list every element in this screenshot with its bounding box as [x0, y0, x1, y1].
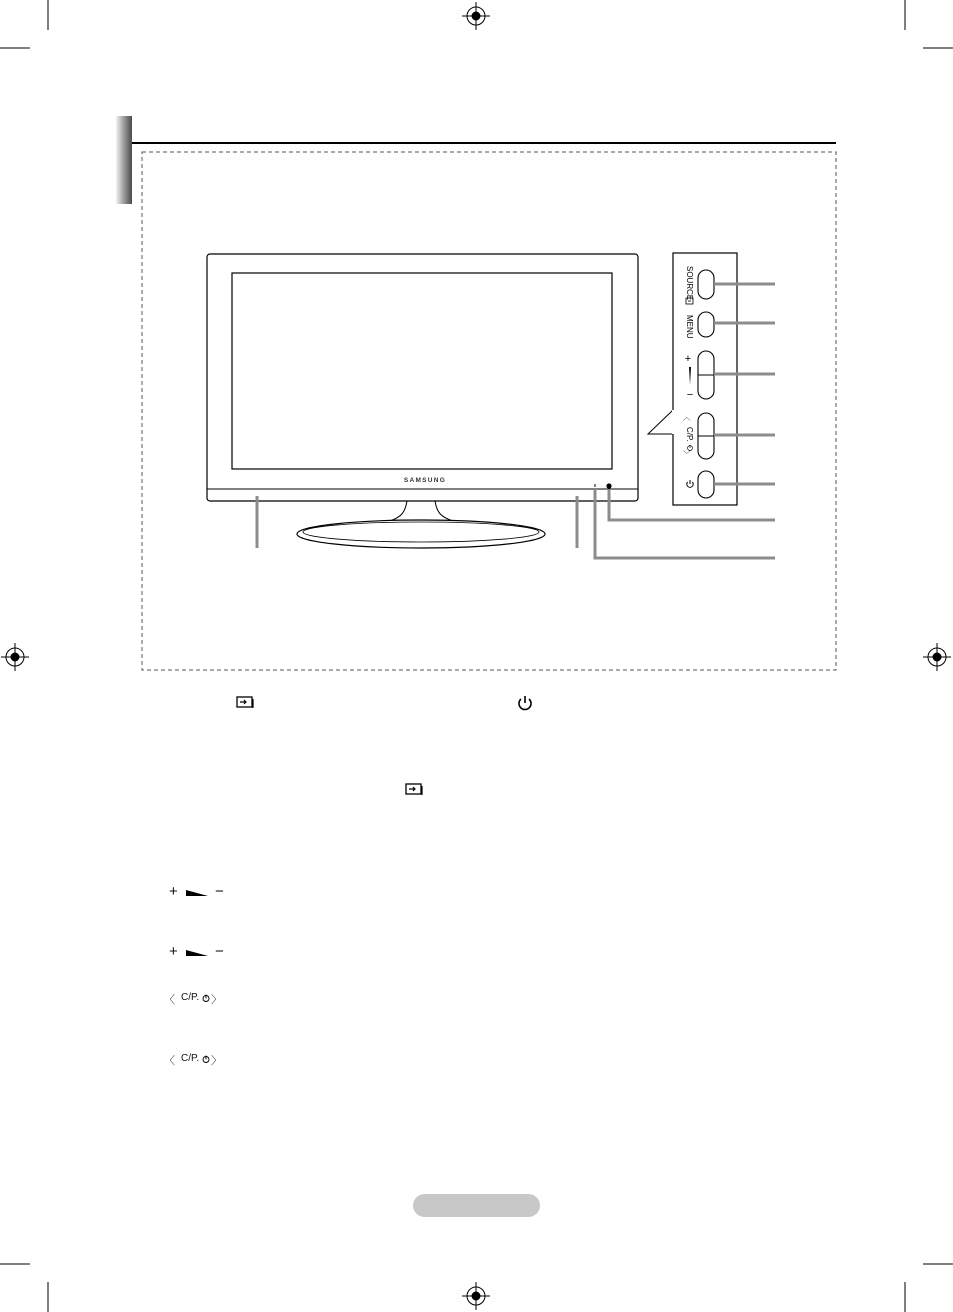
volume-row-1 [166, 883, 236, 900]
source-button [698, 270, 714, 299]
tv-stand-neck [390, 501, 453, 521]
panel-callout-pointer [648, 410, 673, 434]
registration-mark-right [923, 643, 951, 671]
tv-screen [232, 273, 612, 469]
channel-row-1 [166, 991, 236, 1005]
channel-left-1: 〈 [164, 994, 175, 1006]
channel-right-1: 〉 [211, 994, 222, 1006]
channel-label-1: C/P. [181, 992, 200, 1003]
page-number-pill [413, 1194, 540, 1217]
menu-button [698, 312, 714, 337]
channel-icon [202, 1055, 210, 1063]
registration-mark-top [462, 2, 490, 30]
source-input-icon [236, 695, 256, 711]
power-button [698, 471, 714, 498]
panel-volume-minus: − [686, 389, 694, 401]
tv-stand-base [297, 520, 545, 548]
panel-source-label: SOURCE [685, 266, 694, 301]
registration-mark-left [1, 643, 29, 671]
samsung-logo: SAMSUNG [403, 477, 447, 484]
volume-plus-2: + [169, 943, 178, 960]
channel-right-2: 〉 [211, 1055, 222, 1067]
source-input-icon-2 [405, 782, 425, 798]
channel-label-2: C/P. [181, 1053, 200, 1064]
panel-menu-label: MENU [685, 315, 694, 339]
registration-mark-bottom [462, 1282, 490, 1310]
power-icon [516, 695, 534, 713]
panel-channel-label: C/P. [685, 427, 694, 442]
tv-front-illustration [195, 245, 795, 570]
panel-channel-left: 〈 [682, 413, 691, 421]
channel-left-2: 〈 [164, 1055, 175, 1067]
panel-volume-plus: + [684, 353, 692, 365]
volume-plus-1: + [169, 883, 178, 900]
panel-channel-right: 〉 [682, 450, 691, 458]
volume-wedge-icon [186, 889, 210, 897]
channel-icon [202, 994, 210, 1002]
volume-row-2 [166, 943, 236, 960]
volume-minus-2: − [215, 943, 224, 960]
channel-row-2 [166, 1052, 236, 1066]
volume-minus-1: − [215, 883, 224, 900]
power-indicator [606, 483, 611, 488]
volume-wedge-icon [186, 949, 210, 957]
